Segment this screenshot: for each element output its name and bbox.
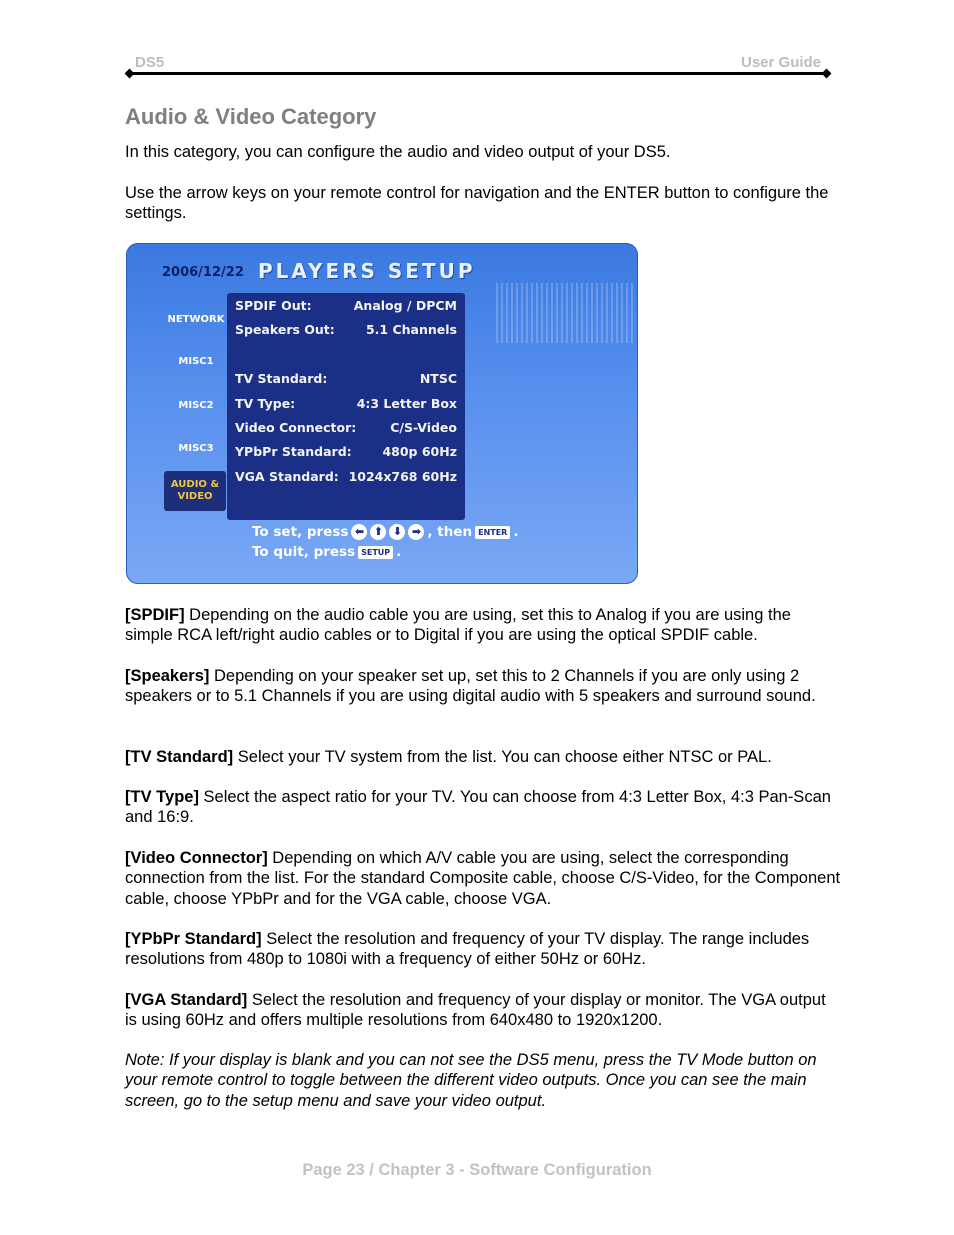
screen-date: 2006/12/22	[162, 265, 244, 280]
hint-set-then: , then	[427, 524, 473, 540]
desc-vga-standard	[125, 990, 841, 1031]
desc-term: [Video Connector]	[125, 849, 268, 867]
desc-video-connector	[125, 848, 841, 909]
desc-term: [Speakers]	[125, 667, 210, 685]
page-footer: Page 23 / Chapter 3 - Software Configuration	[302, 1161, 652, 1179]
arrow-left-icon: ⬅	[351, 524, 367, 540]
desc-tv-type	[125, 787, 841, 828]
setting-label: TV Type:	[235, 396, 296, 411]
screen-tab-misc2: MISC2	[178, 400, 214, 411]
setting-label: Video Connector:	[235, 420, 357, 435]
setting-value: Analog / DPCM	[353, 298, 457, 313]
setting-value: NTSC	[419, 371, 457, 386]
desc-text: Depending on which A/V cable you are using, select the corresponding connection from the list. For the standard Composite cable, choose C/S-Video, for the Component cable, choose YPbPr and for the VGA cable, choose VGA.	[125, 849, 841, 908]
desc-text: Depending on the audio cable you are using, set this to Analog if you are using the simple RCA left/right audio cables or to Digital if you are using the optical SPDIF cable.	[125, 606, 791, 645]
desc-text: Select the aspect ratio for your TV. You can choose from 4:3 Letter Box, 4:3 Pan-Scan and 16:9.	[125, 788, 831, 827]
header-guide-title: User Guide	[741, 54, 822, 71]
desc-tv-standard	[125, 747, 841, 767]
desc-term: [SPDIF]	[125, 606, 185, 624]
desc-term: [VGA Standard]	[125, 991, 248, 1009]
note-paragraph: Note: If your display is blank and you can not see the DS5 menu, press the TV Mode button on your remote control to toggle between the different video outputs. Once you can see the main screen, go to the setup menu and save your video output.	[125, 1051, 817, 1110]
hint-set-period: .	[513, 524, 519, 540]
settings-panel	[227, 293, 465, 520]
setting-row-video-connector	[235, 420, 457, 435]
hint-set-text: To set, press	[252, 524, 349, 540]
header-rule-right-diamond	[822, 69, 832, 79]
header-product-name: DS5	[135, 54, 165, 71]
enter-key-icon: ENTER	[475, 526, 510, 539]
intro-paragraph-1: In this category, you can configure the audio and video output of your DS5.	[125, 143, 671, 161]
hint-quit-period: .	[396, 544, 402, 560]
desc-term: [TV Type]	[125, 788, 199, 806]
hint-quit	[252, 544, 401, 560]
screen-tab-audio-video-line2: VIDEO	[177, 491, 213, 502]
setting-value: 1024x768 60Hz	[348, 469, 457, 484]
setting-label: SPDIF Out:	[235, 298, 312, 313]
setting-row-vga-standard	[235, 469, 457, 484]
desc-text: Depending on your speaker set up, set this to 2 Channels if you are only using 2 speakers or to 5.1 Channels if you are using digital audio with 5 speakers and surround sound.	[125, 667, 816, 706]
desc-ypbpr-standard	[125, 929, 841, 970]
setting-value: 5.1 Channels	[365, 322, 457, 337]
header-rule-left-diamond	[125, 69, 135, 79]
screen-title: PLAYERS SETUP	[258, 259, 476, 283]
hint-set	[252, 524, 518, 540]
setting-label: TV Standard:	[235, 371, 328, 386]
setting-label: VGA Standard:	[235, 469, 339, 484]
setting-value: 480p 60Hz	[382, 444, 457, 459]
setting-label: Speakers Out:	[235, 322, 335, 337]
screen-tab-network: NETWORK	[167, 314, 225, 325]
setting-row-tv-standard	[235, 371, 457, 386]
desc-term: [YPbPr Standard]	[125, 930, 262, 948]
setting-label: YPbPr Standard:	[235, 444, 352, 459]
players-setup-screenshot	[126, 243, 638, 584]
desc-term: [TV Standard]	[125, 748, 234, 766]
header-rule	[130, 72, 828, 75]
hint-quit-text: To quit, press	[252, 544, 356, 560]
desc-text: Select your TV system from the list. You can choose either NTSC or PAL.	[233, 748, 772, 766]
arrow-right-icon: ➡	[408, 524, 424, 540]
desc-text: Select the resolution and frequency of your display or monitor. The VGA output is using 60Hz and offers multiple resolutions from 640x480 to 1920x1200.	[125, 991, 826, 1030]
arrow-up-icon: ⬆	[370, 524, 386, 540]
setting-row-tv-type	[235, 396, 457, 411]
setting-value: C/S-Video	[390, 420, 457, 435]
setup-key-icon: SETUP	[358, 546, 393, 559]
setting-row-speakers	[235, 322, 457, 337]
intro-paragraph-2: Use the arrow keys on your remote control for navigation and the ENTER button to configure the settings.	[125, 184, 829, 223]
desc-spdif	[125, 605, 841, 646]
screen-tab-audio-video-line1: AUDIO &	[170, 479, 220, 490]
setting-value: 4:3 Letter Box	[356, 396, 457, 411]
decorative-stripes	[496, 283, 636, 343]
arrow-down-icon: ⬇	[389, 524, 405, 540]
setting-row-spdif	[235, 298, 457, 313]
desc-text: Select the resolution and frequency of your TV display. The range includes resolutions from 480p to 1080i with a frequency of either 50Hz or 60Hz.	[125, 930, 810, 969]
screen-tab-audio-video	[164, 471, 226, 511]
desc-speakers	[125, 666, 841, 707]
setting-row-ypbpr-standard	[235, 444, 457, 459]
screen-tab-misc1: MISC1	[178, 356, 214, 367]
section-title: Audio & Video Category	[125, 104, 377, 129]
screen-tab-misc3: MISC3	[178, 443, 214, 454]
